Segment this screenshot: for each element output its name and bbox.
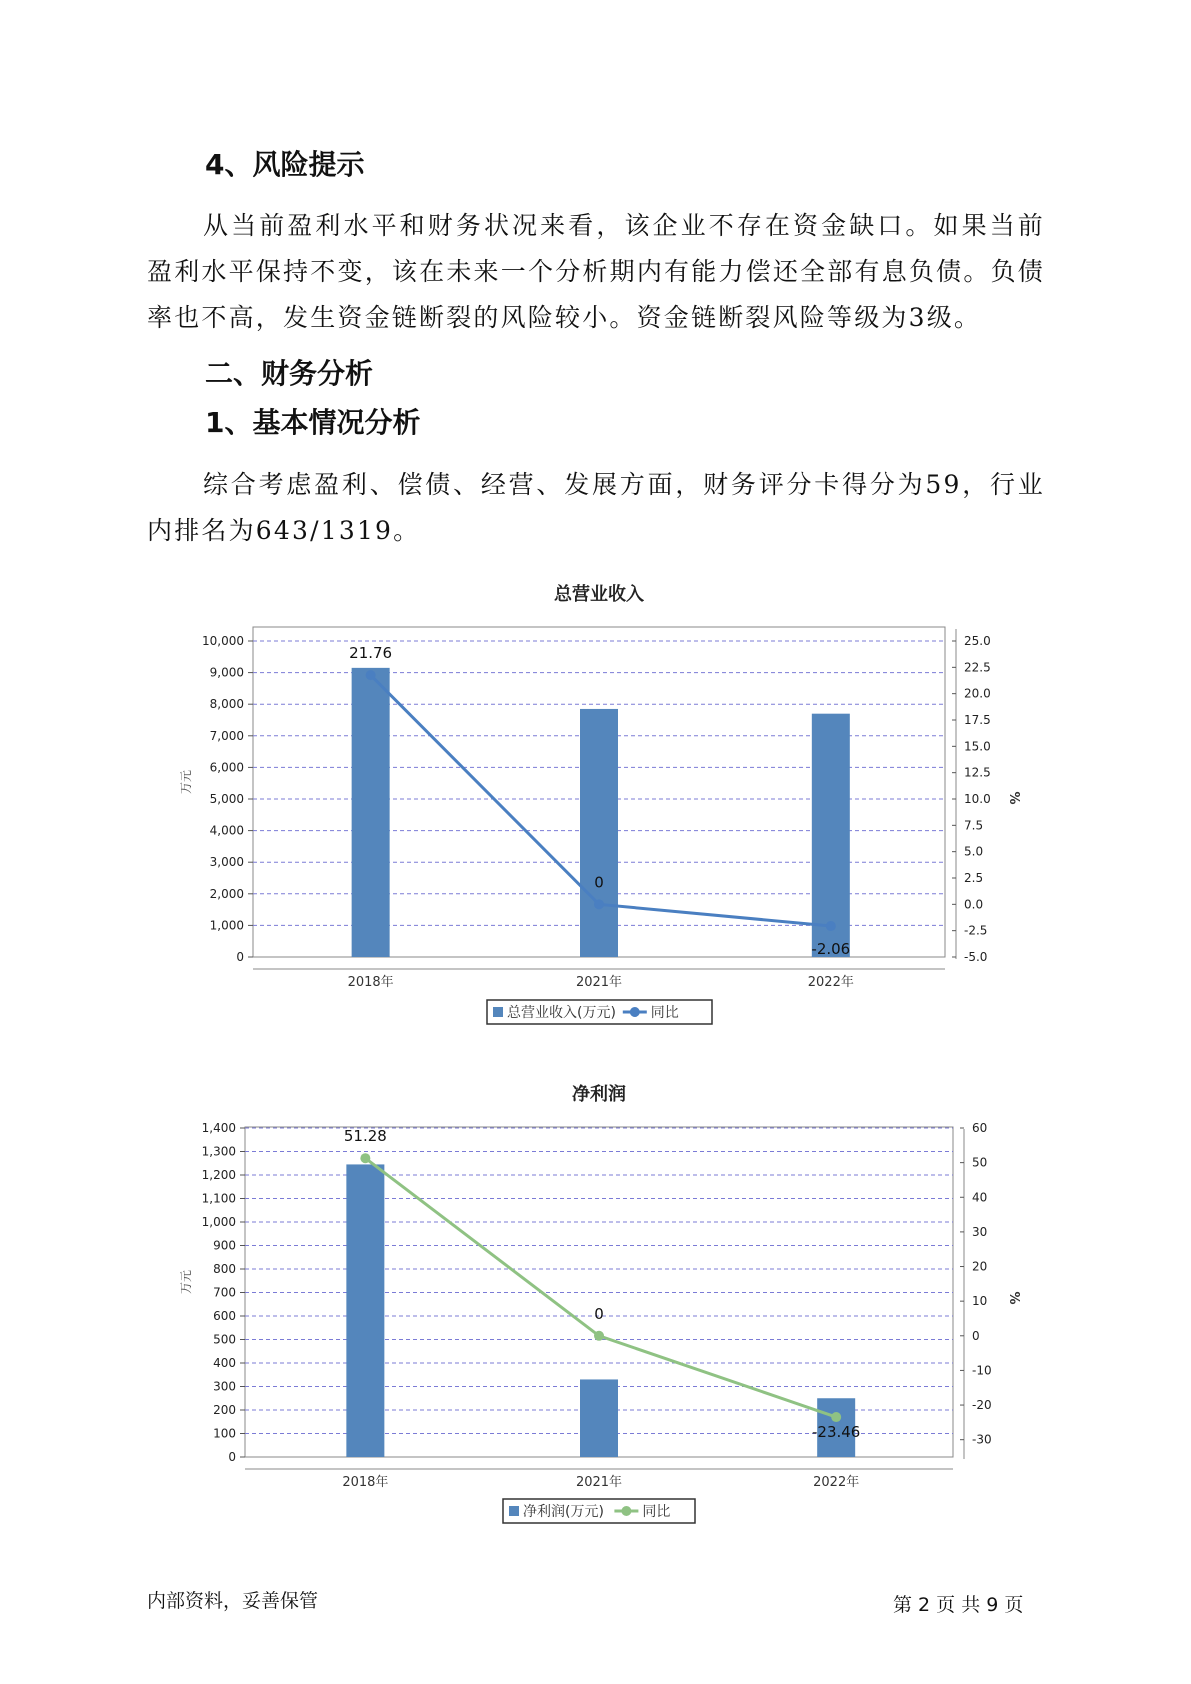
y-tick-label: 10,000 — [202, 634, 244, 648]
x-tick-label: 2021年 — [575, 1475, 623, 1490]
y2-tick-label: 60 — [972, 1121, 988, 1135]
basic-analysis-paragraph: 综合考虑盈利、偿债、经营、发展方面，财务评分卡得分为59，行业内排名为643/1319。 — [147, 470, 1045, 545]
y2-tick-label: -10 — [972, 1363, 992, 1378]
legend-bar-swatch — [509, 1506, 519, 1516]
bar — [346, 1164, 384, 1457]
yoy-point — [831, 1412, 841, 1422]
y2-tick-label: 50 — [972, 1155, 988, 1170]
bar — [812, 714, 850, 957]
yoy-data-label: 0 — [594, 1304, 604, 1323]
x-tick-label: 2018年 — [347, 975, 394, 990]
yoy-data-label: -2.06 — [811, 940, 851, 959]
legend-line-label: 同比 — [650, 1005, 679, 1021]
legend-line-marker — [621, 1506, 631, 1516]
net-profit-chart — [0, 1070, 1191, 1540]
bar — [352, 668, 390, 957]
yoy-point — [366, 670, 376, 680]
y-axis-label: 万元 — [179, 769, 193, 795]
y2-tick-label: 17.5 — [964, 713, 991, 727]
legend-bar-label: 总营业收入(万元) — [507, 1005, 616, 1021]
footer-page-number: 第 2 页 共 9 页 — [893, 1594, 1024, 1616]
yoy-point — [594, 899, 604, 909]
x-tick-label: 2018年 — [342, 1475, 389, 1490]
y2-tick-label: -30 — [972, 1432, 992, 1447]
y-tick-label: 7,000 — [209, 728, 244, 743]
bar — [580, 709, 618, 957]
y-tick-label: 1,000 — [209, 918, 244, 933]
legend-line-label: 同比 — [642, 1504, 671, 1520]
y-tick-label: 0 — [236, 950, 244, 964]
y2-tick-label: 2.5 — [964, 871, 984, 885]
y2-tick-label: 10 — [972, 1294, 988, 1309]
legend-line-marker — [630, 1007, 640, 1017]
y-tick-label: 1,200 — [201, 1168, 236, 1182]
y-tick-label: 0 — [228, 1450, 236, 1464]
y2-tick-label: 30 — [972, 1224, 988, 1239]
basic-analysis-heading: 1、基本情况分析 — [205, 406, 421, 439]
y2-tick-label: 20.0 — [964, 686, 991, 701]
y2-tick-label: -5.0 — [964, 950, 988, 964]
legend-bar-label: 净利润(万元) — [523, 1504, 604, 1520]
y2-tick-label: -2.5 — [964, 923, 988, 938]
y2-tick-label: 12.5 — [964, 765, 991, 780]
yoy-point — [826, 921, 836, 931]
x-tick-label: 2022年 — [813, 1475, 860, 1490]
y2-tick-label: 25.0 — [964, 634, 991, 648]
y-tick-label: 4,000 — [209, 823, 244, 838]
y2-tick-label: 20 — [972, 1259, 988, 1274]
financial-analysis-heading: 二、财务分析 — [205, 357, 374, 390]
y-tick-label: 500 — [213, 1332, 236, 1347]
y-tick-label: 800 — [213, 1262, 236, 1276]
y-tick-label: 1,100 — [201, 1191, 236, 1206]
y-tick-label: 9,000 — [209, 665, 244, 680]
y2-tick-label: 15.0 — [964, 739, 991, 754]
y-axis-label: 万元 — [179, 1269, 193, 1295]
footer-confidential-note: 内部资料，妥善保管 — [147, 1590, 319, 1612]
revenue-chart — [0, 570, 1191, 1040]
risk-paragraph: 从当前盈利水平和财务状况来看，该企业不存在资金缺口。如果当前盈利水平保持不变，该在未来一个分析期内有能力偿还全部有息负债。负债率也不高，发生资金链断裂的风险较小。资金链断裂风险等级为3级。 — [147, 211, 1045, 332]
y-tick-label: 900 — [213, 1238, 236, 1253]
y-tick-label: 700 — [213, 1285, 236, 1300]
y2-axis-label: % — [1006, 791, 1021, 805]
risk-heading: 4、风险提示 — [205, 148, 365, 181]
y2-tick-label: 40 — [972, 1190, 988, 1205]
chart-title: 总营业收入 — [554, 584, 644, 605]
y-tick-label: 8,000 — [209, 697, 244, 712]
y-tick-label: 600 — [213, 1309, 236, 1323]
y-tick-label: 1,400 — [201, 1121, 236, 1135]
x-tick-label: 2021年 — [575, 975, 623, 990]
yoy-data-label: 0 — [594, 873, 604, 892]
y2-axis-label: % — [1006, 1291, 1021, 1305]
bar — [580, 1379, 618, 1457]
yoy-point — [360, 1153, 370, 1163]
y-tick-label: 300 — [213, 1379, 236, 1394]
y2-tick-label: 5.0 — [964, 844, 984, 859]
y-tick-label: 1,300 — [201, 1144, 236, 1159]
y-tick-label: 2,000 — [209, 886, 244, 901]
y-tick-label: 100 — [213, 1426, 236, 1441]
y2-tick-label: 0 — [972, 1328, 980, 1343]
y2-tick-label: 10.0 — [964, 792, 991, 806]
yoy-point — [594, 1331, 604, 1341]
y-tick-label: 1,000 — [201, 1215, 236, 1229]
y2-tick-label: -20 — [972, 1398, 992, 1413]
y2-tick-label: 22.5 — [964, 660, 991, 675]
y2-tick-label: 7.5 — [964, 818, 984, 833]
yoy-data-label: -23.46 — [812, 1423, 861, 1442]
y-tick-label: 3,000 — [209, 855, 244, 870]
yoy-data-label: 51.28 — [343, 1127, 387, 1146]
yoy-data-label: 21.76 — [349, 644, 393, 663]
x-tick-label: 2022年 — [807, 975, 854, 990]
y-tick-label: 5,000 — [209, 792, 244, 806]
y2-tick-label: 0.0 — [964, 897, 984, 912]
y-tick-label: 6,000 — [209, 760, 244, 775]
chart-title: 净利润 — [572, 1084, 626, 1105]
y-tick-label: 200 — [213, 1403, 236, 1417]
legend-bar-swatch — [493, 1007, 503, 1017]
y-tick-label: 400 — [213, 1356, 236, 1370]
